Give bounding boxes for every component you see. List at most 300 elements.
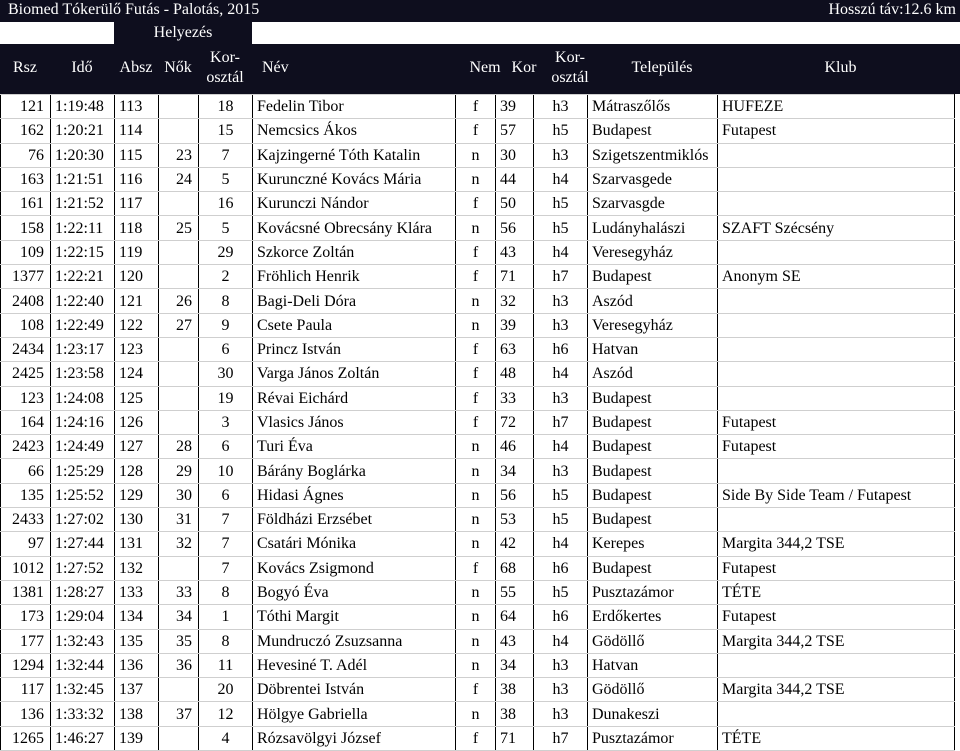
col-header-korosztaly: [543, 48, 597, 88]
cell-nem: f: [456, 240, 496, 264]
table-row: [1, 580, 955, 604]
cell-korosztaly-placement: 2: [199, 265, 253, 289]
cell-korosztaly-placement: 7: [199, 143, 253, 167]
cell-absz: 138: [115, 702, 159, 726]
cell-nev: Hölgye Gabriella: [253, 702, 456, 726]
cell-korosztaly: h5: [534, 580, 588, 604]
cell-nem: f: [456, 726, 496, 750]
cell-kor: 64: [496, 605, 534, 629]
cell-nem: n: [456, 702, 496, 726]
table-row: [1, 265, 955, 289]
cell-kor: 30: [496, 143, 534, 167]
cell-kor: 34: [496, 459, 534, 483]
cell-kor: 33: [496, 386, 534, 410]
cell-telepules: Budapest: [588, 459, 718, 483]
cell-rsz: 135: [1, 483, 51, 507]
cell-klub: [718, 702, 955, 726]
cell-korosztaly: h4: [534, 435, 588, 459]
cell-ido: 1:27:44: [51, 532, 115, 556]
cell-nem: n: [456, 289, 496, 313]
cell-absz: 125: [115, 386, 159, 410]
cell-korosztaly-placement: 16: [199, 192, 253, 216]
cell-korosztaly: h5: [534, 119, 588, 143]
col-header-korosztaly-placement-line2: osztál: [206, 69, 244, 86]
table-row: [1, 532, 955, 556]
col-header-nem: Nem: [469, 59, 501, 76]
cell-rsz: 1294: [1, 653, 51, 677]
placement-group-header: Helyezés: [114, 22, 252, 44]
cell-nev: Nemcsics Ákos: [253, 119, 456, 143]
cell-nok: [159, 119, 199, 143]
table-row: [1, 386, 955, 410]
cell-absz: 122: [115, 313, 159, 337]
cell-telepules: Veresegyház: [588, 240, 718, 264]
cell-klub: Margita 344,2 TSE: [718, 532, 955, 556]
cell-korosztaly: h3: [534, 653, 588, 677]
cell-rsz: 1377: [1, 265, 51, 289]
cell-ido: 1:22:15: [51, 240, 115, 264]
table-row: [1, 483, 955, 507]
cell-korosztaly-placement: 8: [199, 629, 253, 653]
cell-nem: n: [456, 508, 496, 532]
cell-korosztaly: h7: [534, 726, 588, 750]
cell-kor: 43: [496, 240, 534, 264]
cell-absz: 117: [115, 192, 159, 216]
cell-klub: Futapest: [718, 556, 955, 580]
table-row: [1, 337, 955, 361]
cell-nok: [159, 678, 199, 702]
cell-nem: n: [456, 435, 496, 459]
cell-korosztaly: h6: [534, 556, 588, 580]
cell-nev: Mundruczó Zsuzsanna: [253, 629, 456, 653]
cell-absz: 133: [115, 580, 159, 604]
cell-korosztaly: h3: [534, 313, 588, 337]
cell-korosztaly-placement: 8: [199, 580, 253, 604]
table-row: [1, 216, 955, 240]
cell-ido: 1:22:40: [51, 289, 115, 313]
cell-korosztaly: h3: [534, 678, 588, 702]
cell-klub: Anonym SE: [718, 265, 955, 289]
event-title: Biomed Tókerülő Futás - Palotás, 2015: [8, 1, 260, 18]
cell-klub: [718, 362, 955, 386]
cell-korosztaly: h4: [534, 167, 588, 191]
cell-klub: [718, 192, 955, 216]
cell-nem: n: [456, 143, 496, 167]
table-row: [1, 119, 955, 143]
cell-nev: Tóthi Margit: [253, 605, 456, 629]
cell-absz: 136: [115, 653, 159, 677]
cell-absz: 137: [115, 678, 159, 702]
cell-nev: Kajzingerné Tóth Katalin: [253, 143, 456, 167]
cell-korosztaly-placement: 6: [199, 435, 253, 459]
cell-korosztaly: h3: [534, 386, 588, 410]
cell-absz: 124: [115, 362, 159, 386]
cell-korosztaly: h5: [534, 216, 588, 240]
table-row: [1, 362, 955, 386]
cell-korosztaly: h3: [534, 702, 588, 726]
table-row: [1, 508, 955, 532]
cell-rsz: 177: [1, 629, 51, 653]
cell-nem: f: [456, 192, 496, 216]
cell-telepules: Budapest: [588, 508, 718, 532]
cell-korosztaly-placement: 7: [199, 532, 253, 556]
cell-kor: 32: [496, 289, 534, 313]
cell-telepules: Veresegyház: [588, 313, 718, 337]
cell-ido: 1:32:45: [51, 678, 115, 702]
cell-korosztaly-placement: 19: [199, 386, 253, 410]
cell-rsz: 2433: [1, 508, 51, 532]
cell-nev: Bogyó Éva: [253, 580, 456, 604]
cell-telepules: Hatvan: [588, 337, 718, 361]
cell-korosztaly: h5: [534, 508, 588, 532]
cell-absz: 113: [115, 95, 159, 119]
cell-absz: 123: [115, 337, 159, 361]
cell-ido: 1:23:17: [51, 337, 115, 361]
cell-kor: 44: [496, 167, 534, 191]
cell-nem: n: [456, 532, 496, 556]
cell-kor: 42: [496, 532, 534, 556]
cell-nok: [159, 95, 199, 119]
cell-klub: [718, 289, 955, 313]
col-header-korosztaly-line2: osztál: [551, 69, 589, 86]
cell-korosztaly-placement: 30: [199, 362, 253, 386]
cell-nok: [159, 265, 199, 289]
cell-rsz: 1381: [1, 580, 51, 604]
cell-korosztaly: h6: [534, 337, 588, 361]
cell-nem: n: [456, 605, 496, 629]
cell-korosztaly: h4: [534, 240, 588, 264]
cell-absz: 130: [115, 508, 159, 532]
cell-absz: 132: [115, 556, 159, 580]
cell-telepules: Szarvasgde: [588, 192, 718, 216]
cell-absz: 131: [115, 532, 159, 556]
cell-rsz: 164: [1, 410, 51, 434]
cell-nok: 33: [159, 580, 199, 604]
cell-telepules: Budapest: [588, 483, 718, 507]
cell-absz: 115: [115, 143, 159, 167]
cell-rsz: 97: [1, 532, 51, 556]
cell-nok: [159, 337, 199, 361]
col-header-nok: Nők: [164, 59, 192, 76]
table-row: [1, 653, 955, 677]
cell-nev: Princz István: [253, 337, 456, 361]
table-row: [1, 167, 955, 191]
cell-telepules: Budapest: [588, 556, 718, 580]
cell-klub: [718, 167, 955, 191]
cell-absz: 128: [115, 459, 159, 483]
cell-ido: 1:22:49: [51, 313, 115, 337]
cell-telepules: Aszód: [588, 362, 718, 386]
cell-nem: n: [456, 167, 496, 191]
cell-nem: n: [456, 653, 496, 677]
cell-korosztaly-placement: 12: [199, 702, 253, 726]
cell-rsz: 2425: [1, 362, 51, 386]
cell-ido: 1:27:52: [51, 556, 115, 580]
cell-absz: 120: [115, 265, 159, 289]
cell-rsz: 2423: [1, 435, 51, 459]
cell-kor: 71: [496, 265, 534, 289]
cell-absz: 135: [115, 629, 159, 653]
cell-kor: 38: [496, 702, 534, 726]
table-row: [1, 629, 955, 653]
cell-nev: Bagi-Deli Dóra: [253, 289, 456, 313]
cell-rsz: 173: [1, 605, 51, 629]
cell-absz: 118: [115, 216, 159, 240]
cell-korosztaly-placement: 5: [199, 167, 253, 191]
cell-nev: Varga János Zoltán: [253, 362, 456, 386]
distance-label: Hosszú táv:12.6 km: [828, 1, 956, 18]
cell-korosztaly: h5: [534, 192, 588, 216]
cell-korosztaly-placement: 29: [199, 240, 253, 264]
cell-nok: [159, 192, 199, 216]
cell-kor: 53: [496, 508, 534, 532]
cell-nok: 37: [159, 702, 199, 726]
cell-korosztaly: h6: [534, 605, 588, 629]
cell-telepules: Budapest: [588, 386, 718, 410]
table-row: [1, 605, 955, 629]
cell-nev: Rózsavölgyi József: [253, 726, 456, 750]
cell-nev: Kurunczné Kovács Mária: [253, 167, 456, 191]
cell-nem: f: [456, 265, 496, 289]
cell-nem: n: [456, 629, 496, 653]
cell-korosztaly-placement: 10: [199, 459, 253, 483]
cell-klub: TÉTE: [718, 726, 955, 750]
cell-ido: 1:25:29: [51, 459, 115, 483]
cell-ido: 1:19:48: [51, 95, 115, 119]
cell-korosztaly: h3: [534, 95, 588, 119]
table-row: [1, 702, 955, 726]
cell-korosztaly-placement: 6: [199, 483, 253, 507]
cell-nok: [159, 410, 199, 434]
cell-korosztaly: h7: [534, 265, 588, 289]
cell-klub: Futapest: [718, 435, 955, 459]
table-row: [1, 435, 955, 459]
cell-klub: [718, 508, 955, 532]
cell-rsz: 161: [1, 192, 51, 216]
cell-korosztaly-placement: 6: [199, 337, 253, 361]
cell-ido: 1:25:52: [51, 483, 115, 507]
cell-korosztaly: h4: [534, 629, 588, 653]
cell-ido: 1:32:44: [51, 653, 115, 677]
cell-nem: n: [456, 313, 496, 337]
cell-ido: 1:22:11: [51, 216, 115, 240]
cell-korosztaly: h5: [534, 483, 588, 507]
cell-nev: Döbrentei István: [253, 678, 456, 702]
cell-nok: 25: [159, 216, 199, 240]
cell-nok: 29: [159, 459, 199, 483]
title-bar: [0, 0, 960, 22]
cell-absz: 126: [115, 410, 159, 434]
cell-rsz: 117: [1, 678, 51, 702]
cell-absz: 121: [115, 289, 159, 313]
cell-korosztaly-placement: 4: [199, 726, 253, 750]
cell-absz: 129: [115, 483, 159, 507]
cell-telepules: Pusztazámor: [588, 580, 718, 604]
table-row: [1, 313, 955, 337]
cell-rsz: 76: [1, 143, 51, 167]
cell-telepules: Mátraszőlős: [588, 95, 718, 119]
cell-nem: n: [456, 483, 496, 507]
cell-nev: Kovács Zsigmond: [253, 556, 456, 580]
cell-nok: [159, 556, 199, 580]
cell-rsz: 66: [1, 459, 51, 483]
cell-telepules: Ludányhalászi: [588, 216, 718, 240]
cell-nev: Kovácsné Obrecsány Klára: [253, 216, 456, 240]
cell-rsz: 2434: [1, 337, 51, 361]
col-header-kor: Kor: [511, 59, 537, 76]
cell-klub: [718, 653, 955, 677]
cell-nev: Hevesiné T. Adél: [253, 653, 456, 677]
cell-kor: 39: [496, 95, 534, 119]
cell-korosztaly-placement: 7: [199, 508, 253, 532]
cell-kor: 63: [496, 337, 534, 361]
cell-kor: 55: [496, 580, 534, 604]
cell-nok: [159, 240, 199, 264]
cell-nev: Turi Éva: [253, 435, 456, 459]
cell-ido: 1:33:32: [51, 702, 115, 726]
cell-rsz: 108: [1, 313, 51, 337]
cell-klub: Margita 344,2 TSE: [718, 629, 955, 653]
cell-nok: 23: [159, 143, 199, 167]
cell-kor: 48: [496, 362, 534, 386]
cell-nok: 24: [159, 167, 199, 191]
cell-korosztaly-placement: 15: [199, 119, 253, 143]
cell-ido: 1:20:21: [51, 119, 115, 143]
col-header-korosztaly-line1: Kor-: [555, 49, 585, 66]
table-row: [1, 192, 955, 216]
cell-klub: SZAFT Szécsény: [718, 216, 955, 240]
cell-telepules: Dunakeszi: [588, 702, 718, 726]
table-row: [1, 459, 955, 483]
table-row: [1, 556, 955, 580]
cell-nem: f: [456, 556, 496, 580]
cell-absz: 119: [115, 240, 159, 264]
cell-kor: 43: [496, 629, 534, 653]
cell-korosztaly: h3: [534, 289, 588, 313]
cell-absz: 134: [115, 605, 159, 629]
table-row: [1, 410, 955, 434]
cell-kor: 71: [496, 726, 534, 750]
cell-nem: f: [456, 678, 496, 702]
cell-absz: 139: [115, 726, 159, 750]
cell-ido: 1:24:49: [51, 435, 115, 459]
cell-kor: 56: [496, 483, 534, 507]
table-row: [1, 678, 955, 702]
cell-rsz: 109: [1, 240, 51, 264]
cell-ido: 1:24:08: [51, 386, 115, 410]
cell-rsz: 1265: [1, 726, 51, 750]
cell-klub: [718, 143, 955, 167]
col-header-absz: Absz: [119, 59, 153, 76]
cell-ido: 1:23:58: [51, 362, 115, 386]
cell-nok: 27: [159, 313, 199, 337]
cell-ido: 1:21:52: [51, 192, 115, 216]
cell-nev: Fröhlich Henrik: [253, 265, 456, 289]
cell-korosztaly: h7: [534, 410, 588, 434]
cell-rsz: 121: [1, 95, 51, 119]
col-header-korosztaly-placement: [198, 48, 252, 88]
cell-nem: n: [456, 216, 496, 240]
cell-nok: 32: [159, 532, 199, 556]
cell-ido: 1:21:51: [51, 167, 115, 191]
cell-ido: 1:20:30: [51, 143, 115, 167]
cell-nev: Szkorce Zoltán: [253, 240, 456, 264]
cell-ido: 1:28:27: [51, 580, 115, 604]
cell-korosztaly: h3: [534, 459, 588, 483]
cell-kor: 56: [496, 216, 534, 240]
cell-klub: [718, 313, 955, 337]
cell-kor: 34: [496, 653, 534, 677]
cell-kor: 38: [496, 678, 534, 702]
col-header-korosztaly-placement-line1: Kor-: [210, 49, 240, 66]
cell-kor: 46: [496, 435, 534, 459]
cell-kor: 39: [496, 313, 534, 337]
cell-nev: Csatári Mónika: [253, 532, 456, 556]
cell-nem: f: [456, 410, 496, 434]
cell-telepules: Budapest: [588, 265, 718, 289]
cell-nok: [159, 386, 199, 410]
cell-ido: 1:27:02: [51, 508, 115, 532]
col-header-nev: Név: [262, 59, 289, 76]
cell-korosztaly: h4: [534, 362, 588, 386]
cell-telepules: Budapest: [588, 119, 718, 143]
cell-absz: 116: [115, 167, 159, 191]
cell-telepules: Hatvan: [588, 653, 718, 677]
col-header-rsz: Rsz: [13, 59, 37, 76]
cell-rsz: 136: [1, 702, 51, 726]
cell-nev: Hidasi Ágnes: [253, 483, 456, 507]
cell-klub: [718, 386, 955, 410]
cell-korosztaly-placement: 7: [199, 556, 253, 580]
cell-nev: Révai Eichárd: [253, 386, 456, 410]
table-row: [1, 143, 955, 167]
cell-telepules: Erdőkertes: [588, 605, 718, 629]
cell-korosztaly-placement: 11: [199, 653, 253, 677]
cell-telepules: Szarvasgede: [588, 167, 718, 191]
col-header-klub: Klub: [824, 59, 857, 76]
cell-rsz: 163: [1, 167, 51, 191]
cell-rsz: 158: [1, 216, 51, 240]
cell-kor: 50: [496, 192, 534, 216]
cell-klub: HUFEZE: [718, 95, 955, 119]
cell-telepules: Budapest: [588, 435, 718, 459]
cell-korosztaly-placement: 9: [199, 313, 253, 337]
cell-nok: 26: [159, 289, 199, 313]
cell-nem: n: [456, 580, 496, 604]
cell-nev: Csete Paula: [253, 313, 456, 337]
cell-nem: n: [456, 459, 496, 483]
results-table: [0, 94, 955, 751]
cell-nem: f: [456, 95, 496, 119]
cell-telepules: Szigetszentmiklós: [588, 143, 718, 167]
cell-klub: [718, 459, 955, 483]
cell-korosztaly-placement: 8: [199, 289, 253, 313]
cell-rsz: 162: [1, 119, 51, 143]
cell-telepules: Gödöllő: [588, 629, 718, 653]
cell-ido: 1:24:16: [51, 410, 115, 434]
cell-nok: 28: [159, 435, 199, 459]
cell-korosztaly-placement: 3: [199, 410, 253, 434]
cell-korosztaly-placement: 20: [199, 678, 253, 702]
cell-nev: Földházi Erzsébet: [253, 508, 456, 532]
cell-nem: f: [456, 362, 496, 386]
cell-kor: 72: [496, 410, 534, 434]
table-row: [1, 289, 955, 313]
col-header-ido: Idő: [71, 59, 93, 76]
table-row: [1, 240, 955, 264]
cell-absz: 127: [115, 435, 159, 459]
cell-telepules: Pusztazámor: [588, 726, 718, 750]
